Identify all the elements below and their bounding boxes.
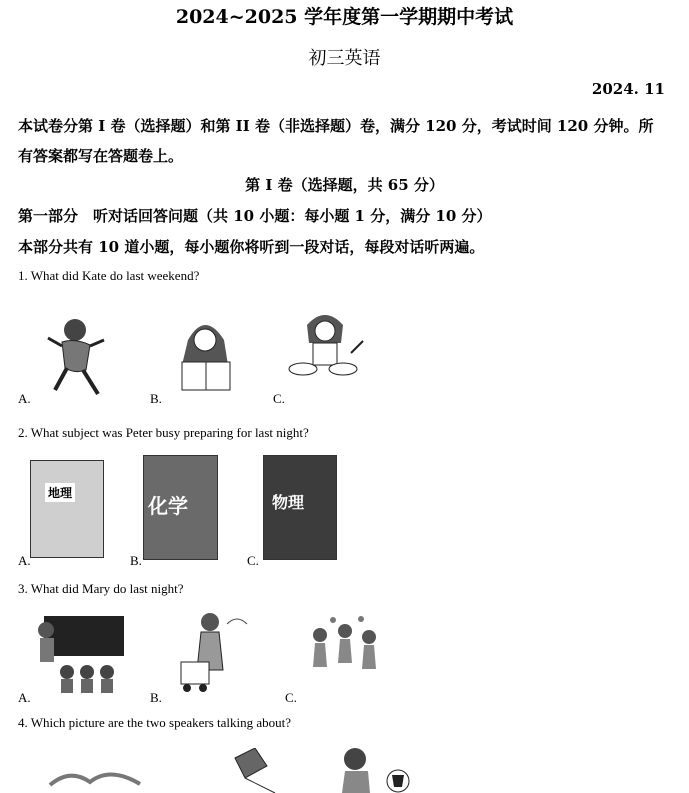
- q2-option-c: C.: [247, 553, 259, 568]
- q1-option-b: B.: [150, 391, 162, 406]
- instructions-line-1: 本试卷分第 I 卷（选择题）和第 II 卷（非选择题）卷，满分 120 分，考试时间 120 分钟。所: [18, 117, 654, 135]
- picture-dragon-boat: [45, 760, 145, 793]
- book-chemistry: [143, 455, 218, 560]
- picture-kite: [215, 748, 285, 793]
- q1-option-c: C.: [273, 391, 285, 406]
- exam-subtitle: 初三英语: [308, 48, 381, 69]
- section-title: 第 I 卷（选择题，共 65 分）: [245, 176, 444, 194]
- picture-kate-reading: [170, 310, 240, 395]
- q1-option-a: A.: [18, 391, 31, 406]
- question-4: 4. Which picture are the two speakers talking about?: [18, 715, 292, 730]
- exam-date: 2024. 11: [591, 80, 665, 98]
- q3-option-c: C.: [285, 690, 297, 705]
- picture-football: [330, 745, 415, 793]
- picture-mary-teaching: [32, 610, 127, 695]
- question-3: 3. What did Mary do last night?: [18, 581, 184, 596]
- q3-option-a: A.: [18, 690, 31, 705]
- question-1: 1. What did Kate do last weekend?: [18, 268, 200, 283]
- picture-mary-shopping: [175, 610, 255, 695]
- picture-kate-running: [40, 310, 110, 400]
- question-2: 2. What subject was Peter busy preparing for last night?: [18, 425, 309, 440]
- q3-option-b: B.: [150, 690, 162, 705]
- book-geography-title: 地理: [45, 483, 75, 502]
- part-description: 本部分共有 10 道小题，每小题你将听到一段对话，每段对话听两遍。: [18, 238, 485, 256]
- book-geography: [30, 460, 104, 558]
- part-title: 第一部分 听对话回答问题（共 10 小题：每小题 1 分，满分 10 分）: [18, 207, 492, 225]
- instructions-line-2: 有答案都写在答题卷上。: [18, 147, 184, 165]
- book-chemistry-title: 化学: [148, 494, 188, 518]
- q2-option-b: B.: [130, 553, 142, 568]
- book-physics-title: 物理: [272, 493, 305, 512]
- picture-mary-party: [305, 615, 385, 690]
- book-physics: [263, 455, 337, 560]
- picture-kate-cooking: [285, 305, 365, 385]
- instructions: [18, 111, 673, 171]
- exam-title: 2024~2025 学年度第一学期期中考试: [175, 6, 514, 28]
- q2-option-a: A.: [18, 553, 31, 568]
